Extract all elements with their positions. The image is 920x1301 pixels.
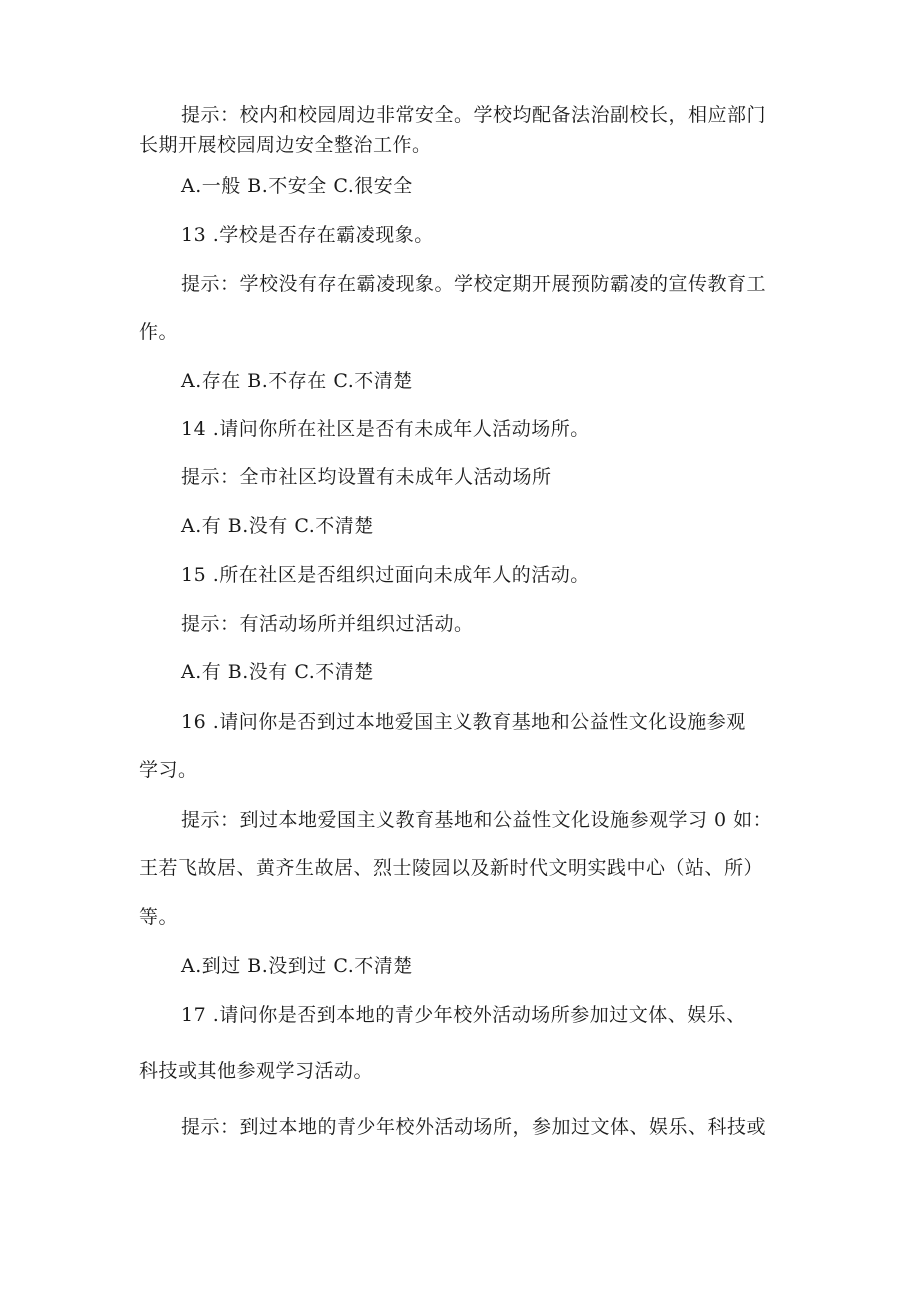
options-13: A.存在 B.不存在 C.不清楚 — [181, 370, 413, 392]
hint-line-16c: 等。 — [139, 906, 179, 928]
hint-line-13a: 提示：学校没有存在霸凌现象。学校定期开展预防霸凌的宣传教育工 — [181, 273, 767, 295]
question-13: 13 .学校是否存在霸凌现象。 — [181, 224, 434, 246]
hint-line-12b: 长期开展校园周边安全整治工作。 — [139, 134, 432, 156]
hint-line-16a: 提示：到过本地爱国主义教育基地和公益性文化设施参观学习 0 如： — [181, 809, 773, 831]
question-17b: 科技或其他参观学习活动。 — [139, 1060, 374, 1082]
hint-line-16b: 王若飞故居、黄齐生故居、烈士陵园以及新时代文明实践中心（站、所） — [139, 857, 764, 879]
hint-15: 提示：有活动场所并组织过活动。 — [181, 613, 474, 635]
question-16a: 16 .请问你是否到过本地爱国主义教育基地和公益性文化设施参观 — [181, 711, 746, 733]
options-15: A.有 B.没有 C.不清楚 — [181, 661, 374, 683]
hint-14: 提示：全市社区均设置有未成年人活动场所 — [181, 466, 552, 488]
options-16: A.到过 B.没到过 C.不清楚 — [181, 955, 413, 977]
options-14: A.有 B.没有 C.不清楚 — [181, 515, 374, 537]
question-15: 15 .所在社区是否组织过面向未成年人的活动。 — [181, 564, 590, 586]
options-12: A.一般 B.不安全 C.很安全 — [181, 175, 413, 197]
hint-line-13b: 作。 — [139, 321, 179, 343]
hint-line-17a: 提示：到过本地的青少年校外活动场所，参加过文体、娱乐、科技或 — [181, 1116, 767, 1138]
question-16b: 学习。 — [139, 759, 198, 781]
question-17a: 17 .请问你是否到本地的青少年校外活动场所参加过文体、娱乐、 — [181, 1004, 746, 1026]
question-14: 14 .请问你所在社区是否有未成年人活动场所。 — [181, 418, 590, 440]
hint-line-12a: 提示：校内和校园周边非常安全。学校均配备法治副校长，相应部门 — [181, 104, 767, 126]
